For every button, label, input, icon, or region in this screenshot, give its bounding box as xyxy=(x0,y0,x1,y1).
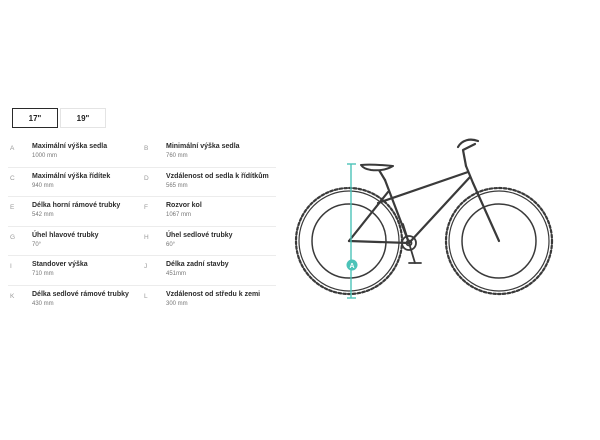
spec-letter: B xyxy=(144,145,149,152)
spec-item-h xyxy=(142,227,276,256)
spec-label: Délka horní rámové trubky xyxy=(32,202,121,209)
spec-label: Maximální výška řídítek xyxy=(32,172,111,180)
spec-label: Minimální výška sedla xyxy=(166,143,240,150)
spec-value: 70° xyxy=(32,241,42,248)
bike-frame xyxy=(349,140,499,243)
spec-item-d xyxy=(142,168,276,197)
spec-label: Délka zadní stavby xyxy=(166,261,229,268)
spec-label: Úhel hlavové trubky xyxy=(32,231,99,239)
spec-value: 565 mm xyxy=(166,182,188,189)
marker-a-label: A xyxy=(349,263,355,270)
spec-letter: L xyxy=(144,292,148,300)
spec-item-l xyxy=(142,286,276,315)
spec-item-i xyxy=(8,256,142,285)
spec-letter: A xyxy=(10,145,15,152)
size-tab-19[interactable]: 19" xyxy=(60,108,106,128)
spec-value: 60° xyxy=(166,241,176,248)
spec-label: Standover výška xyxy=(32,261,88,268)
geometry-table xyxy=(8,138,276,314)
spec-value: 451mm xyxy=(166,271,187,277)
spec-item-k xyxy=(8,286,142,315)
spec-letter: I xyxy=(10,263,12,270)
spec-label: Délka sedlové rámové trubky xyxy=(32,290,129,298)
spec-item-a xyxy=(8,138,142,167)
spec-value: 1000 mm xyxy=(32,153,58,159)
spec-item-g xyxy=(8,227,142,256)
spec-letter: E xyxy=(10,204,15,211)
size-selector xyxy=(12,108,106,128)
geometry-row xyxy=(8,197,276,227)
size-tab-17[interactable]: 17" xyxy=(12,108,58,128)
spec-letter: J xyxy=(144,263,148,270)
spec-label: Vzdálenost od středu k zemi xyxy=(166,290,261,298)
spec-item-e xyxy=(8,197,142,226)
geometry-row xyxy=(8,138,276,168)
geometry-row xyxy=(8,256,276,286)
geometry-row xyxy=(8,168,276,198)
geometry-row xyxy=(8,227,276,257)
spec-label: Rozvor kol xyxy=(166,202,202,209)
spec-value: 1067 mm xyxy=(166,212,192,218)
spec-item-f xyxy=(142,197,276,226)
spec-letter: K xyxy=(10,292,15,300)
spec-item-j xyxy=(142,256,276,285)
spec-letter: D xyxy=(144,174,149,182)
bike-geometry-diagram xyxy=(284,128,590,308)
geometry-row xyxy=(8,286,276,315)
spec-value: 940 mm xyxy=(32,182,54,189)
spec-value: 430 mm xyxy=(32,300,54,307)
spec-item-b xyxy=(142,138,276,167)
spec-label: Vzdálenost od sedla k řídítkům xyxy=(166,172,269,180)
spec-letter: C xyxy=(10,174,15,182)
spec-label: Úhel sedlové trubky xyxy=(166,231,233,239)
spec-value: 542 mm xyxy=(32,212,54,218)
spec-value: 710 mm xyxy=(32,271,54,277)
spec-value: 760 mm xyxy=(166,153,188,159)
spec-letter: G xyxy=(10,233,16,241)
spec-value: 300 mm xyxy=(166,300,188,307)
saddle xyxy=(361,165,393,171)
spec-letter: F xyxy=(144,204,148,211)
spec-letter: H xyxy=(144,233,149,241)
spec-label: Maximální výška sedla xyxy=(32,143,108,150)
spec-item-c xyxy=(8,168,142,197)
